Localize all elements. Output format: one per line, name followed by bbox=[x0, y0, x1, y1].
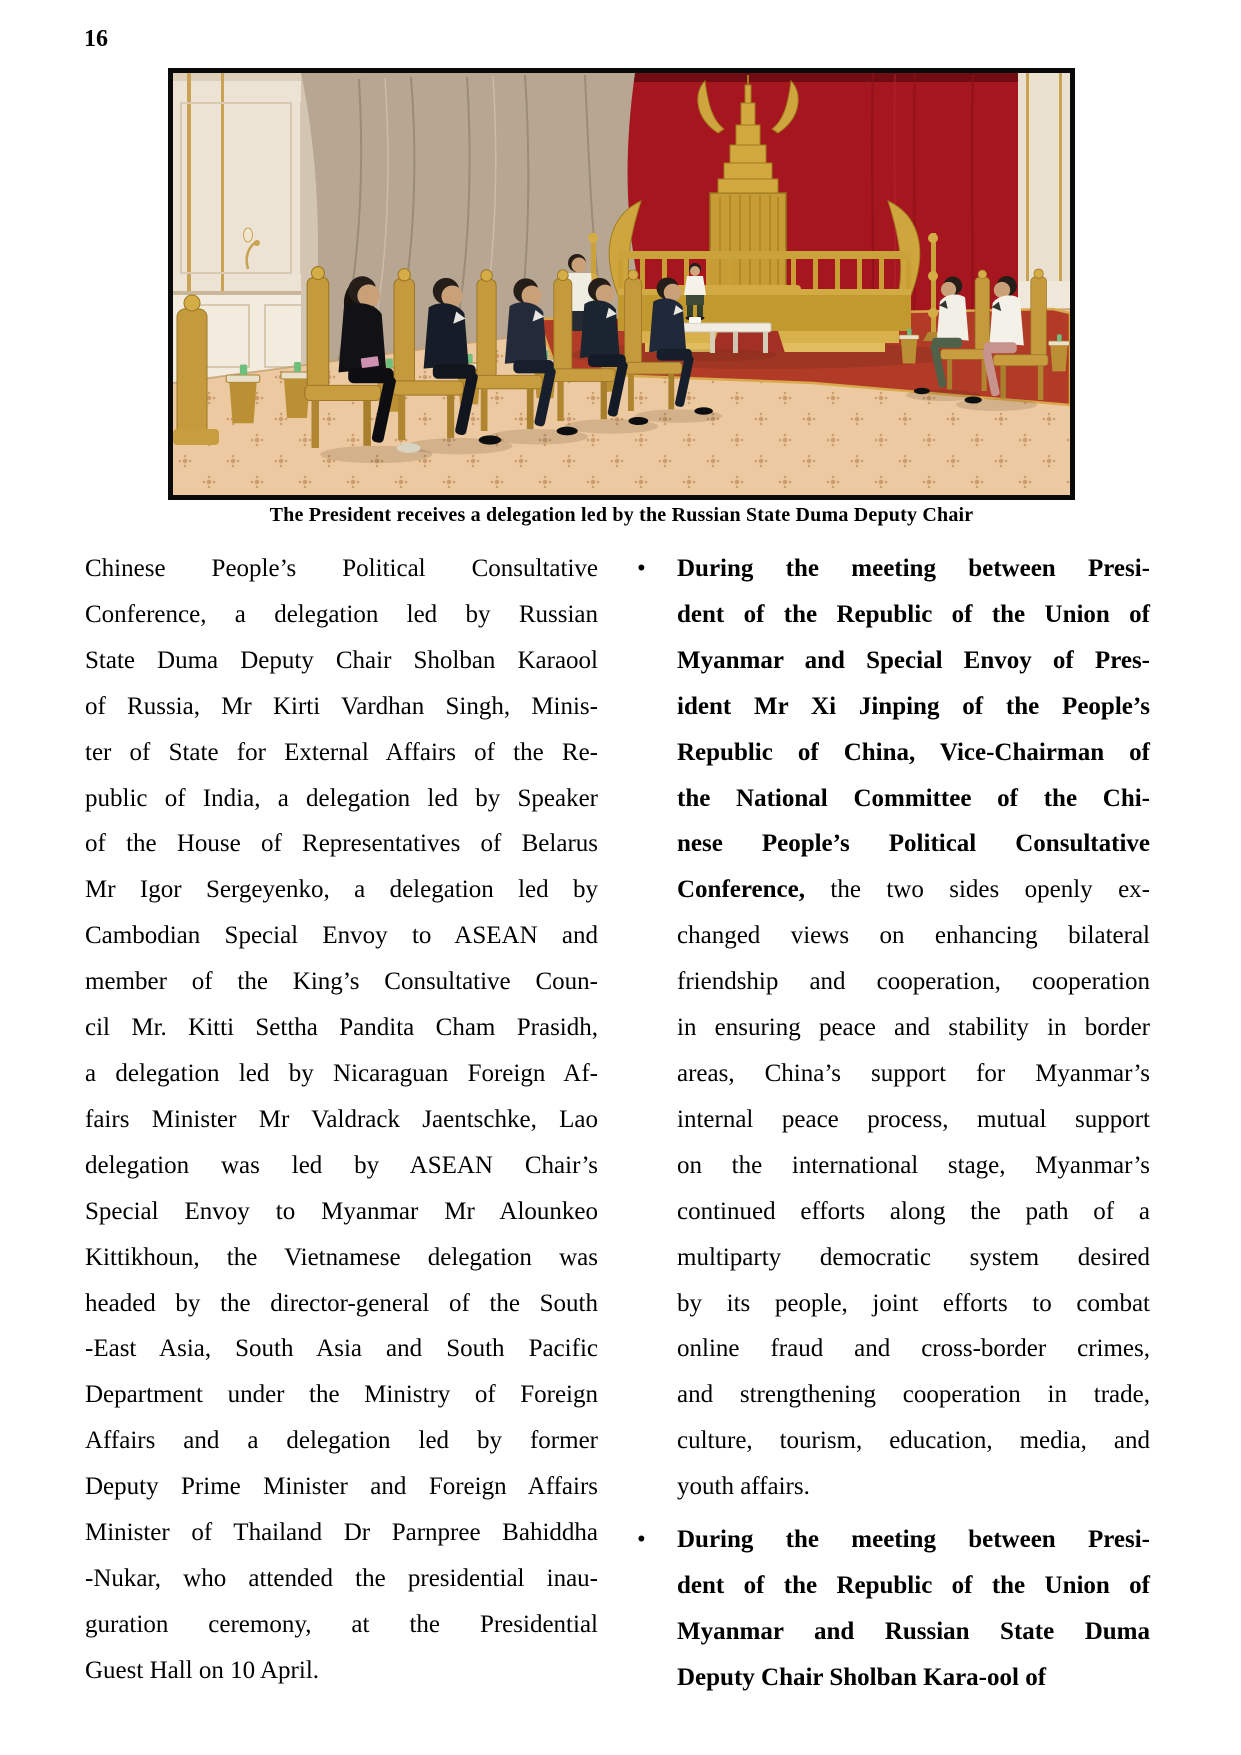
bullet-item bbox=[637, 1517, 1150, 1701]
text-line: ident Mr Xi Jinping of the People’s bbox=[677, 692, 1150, 720]
text-line: Department under the Ministry of Foreign bbox=[85, 1381, 598, 1409]
text-line: guration ceremony, at the Presidential bbox=[85, 1610, 598, 1638]
left-column bbox=[85, 546, 598, 1694]
text-line: Special Envoy to Myanmar Mr Alounkeo bbox=[85, 1197, 598, 1225]
text-line: -Nukar, who attended the presidential inau- bbox=[85, 1564, 598, 1592]
page-number: 16 bbox=[84, 26, 108, 52]
text-line: Myanmar and Special Envoy of Pres- bbox=[677, 646, 1150, 674]
photo-caption: The President receives a delegation led by the Russian State Duma Deputy Chair bbox=[269, 504, 974, 526]
bullet-icon: • bbox=[637, 555, 646, 582]
text-line: and strengthening cooperation in trade, bbox=[677, 1381, 1150, 1409]
text-line: changed views on enhancing bilateral bbox=[677, 922, 1150, 950]
text-line: online fraud and cross-border crimes, bbox=[677, 1335, 1150, 1363]
text-line: multiparty democratic system desired bbox=[677, 1243, 1150, 1271]
text-line: of the House of Representatives of Belarus bbox=[85, 830, 598, 858]
text-line: the National Committee of the Chi- bbox=[677, 784, 1150, 812]
text-line: During the meeting between Presi- bbox=[677, 1526, 1150, 1554]
text-line: by its people, joint efforts to combat bbox=[677, 1289, 1150, 1317]
text-line: public of India, a delegation led by Speaker bbox=[85, 784, 598, 812]
text-line: of Russia, Mr Kirti Vardhan Singh, Minis- bbox=[85, 692, 598, 720]
throne-hall-illustration bbox=[173, 73, 1070, 495]
text-line: fairs Minister Mr Valdrack Jaentschke, Lao bbox=[85, 1105, 598, 1133]
text-line: -East Asia, South Asia and South Pacific bbox=[85, 1335, 598, 1363]
text-line: member of the King’s Consultative Coun- bbox=[85, 968, 598, 996]
text-line: Affairs and a delegation led by former bbox=[85, 1427, 598, 1455]
text-line: a delegation led by Nicaraguan Foreign Af- bbox=[85, 1059, 598, 1087]
text-line: youth affairs. bbox=[677, 1473, 810, 1501]
text-line: dent of the Republic of the Union of bbox=[677, 1571, 1150, 1599]
text-line: State Duma Deputy Chair Sholban Karaool bbox=[85, 646, 598, 674]
text-line: delegation was led by ASEAN Chair’s bbox=[85, 1151, 598, 1179]
text-line: Minister of Thailand Dr Parnpree Bahiddha bbox=[85, 1519, 598, 1547]
text-line: in ensuring peace and stability in border bbox=[677, 1014, 1150, 1042]
text-line: During the meeting between Presi- bbox=[677, 555, 1150, 582]
bullet-icon: • bbox=[637, 1526, 646, 1554]
text-line: continued efforts along the path of a bbox=[677, 1197, 1150, 1225]
text-line: friendship and cooperation, cooperation bbox=[677, 968, 1150, 996]
bullet-item bbox=[637, 546, 1150, 1510]
meeting-photo bbox=[168, 68, 1075, 500]
text-line: Conference, the two sides openly ex- bbox=[677, 876, 1150, 904]
text-line: Cambodian Special Envoy to ASEAN and bbox=[85, 922, 598, 950]
text-line: on the international stage, Myanmar’s bbox=[677, 1151, 1150, 1179]
article-body bbox=[85, 546, 1150, 1701]
text-line: Deputy Chair Sholban Kara-ool of bbox=[677, 1663, 1047, 1691]
text-line: culture, tourism, education, media, and bbox=[677, 1427, 1150, 1455]
text-line: Deputy Prime Minister and Foreign Affairs bbox=[85, 1473, 598, 1501]
text-line: cil Mr. Kitti Settha Pandita Cham Prasidh, bbox=[85, 1014, 598, 1042]
text-line: Mr Igor Sergeyenko, a delegation led by bbox=[85, 876, 598, 904]
text-line: areas, China’s support for Myanmar’s bbox=[677, 1059, 1150, 1087]
right-column bbox=[637, 546, 1150, 1701]
text-line: ter of State for External Affairs of the Re- bbox=[85, 738, 598, 766]
text-line: Kittikhoun, the Vietnamese delegation was bbox=[85, 1243, 598, 1271]
text-line: nese People’s Political Consultative bbox=[677, 830, 1150, 858]
text-line: dent of the Republic of the Union of bbox=[677, 600, 1150, 628]
text-line: headed by the director-general of the South bbox=[85, 1289, 598, 1317]
text-line: internal peace process, mutual support bbox=[677, 1105, 1150, 1133]
text-line: Republic of China, Vice-Chairman of bbox=[677, 738, 1150, 766]
text-line: Myanmar and Russian State Duma bbox=[677, 1617, 1150, 1645]
text-line: Guest Hall on 10 April. bbox=[85, 1656, 320, 1684]
text-line: Chinese People’s Political Consultative bbox=[85, 555, 598, 582]
text-line: Conference, a delegation led by Russian bbox=[85, 600, 598, 628]
